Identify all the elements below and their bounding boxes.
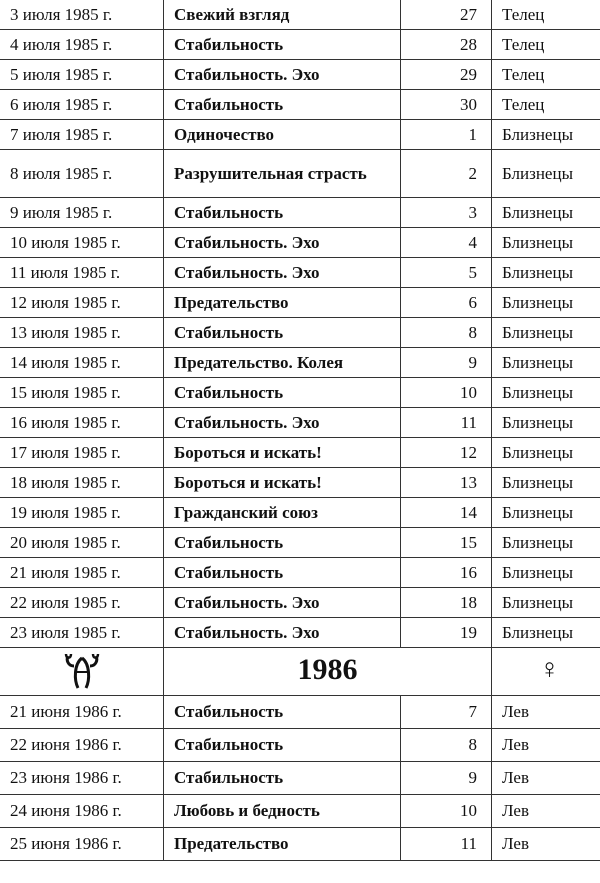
table-row (0, 558, 600, 588)
num-cell: 28 (401, 30, 492, 60)
sign-cell: Лев (492, 828, 600, 861)
sign-cell: Лев (492, 762, 600, 795)
num-cell: 18 (401, 588, 492, 618)
table-row (0, 618, 600, 648)
date-cell: 9 июля 1985 г. (0, 198, 164, 228)
sign-cell: Близнецы (492, 288, 600, 318)
table-row (0, 378, 600, 408)
title-cell: Стабильность (164, 318, 401, 348)
date-cell: 3 июля 1985 г. (0, 0, 164, 30)
num-cell: 15 (401, 528, 492, 558)
date-cell: 22 июля 1985 г. (0, 588, 164, 618)
table-row (0, 150, 600, 198)
date-cell: 14 июля 1985 г. (0, 348, 164, 378)
num-cell: 9 (401, 762, 492, 795)
sign-cell: Близнецы (492, 618, 600, 648)
table-row (0, 588, 600, 618)
num-cell: 12 (401, 438, 492, 468)
table-row (0, 438, 600, 468)
date-cell: 16 июля 1985 г. (0, 408, 164, 438)
date-cell: 13 июля 1985 г. (0, 318, 164, 348)
year-label: 1986 (297, 652, 358, 686)
sign-cell: Лев (492, 729, 600, 762)
title-cell: Свежий взгляд (164, 0, 401, 30)
num-cell: 29 (401, 60, 492, 90)
title-cell: Стабильность (164, 528, 401, 558)
title-cell: Гражданский союз (164, 498, 401, 528)
sign-cell: Телец (492, 0, 600, 30)
table-row (0, 408, 600, 438)
date-cell: 23 июля 1985 г. (0, 618, 164, 648)
sign-cell: Близнецы (492, 150, 600, 198)
num-cell: 10 (401, 795, 492, 828)
num-cell: 10 (401, 378, 492, 408)
num-cell: 1 (401, 120, 492, 150)
sign-cell: Близнецы (492, 198, 600, 228)
num-cell: 19 (401, 618, 492, 648)
date-cell: 24 июня 1986 г. (0, 795, 164, 828)
date-cell: 17 июля 1985 г. (0, 438, 164, 468)
table-row (0, 0, 600, 30)
sign-cell: Близнецы (492, 120, 600, 150)
date-cell: 12 июля 1985 г. (0, 288, 164, 318)
table-row (0, 468, 600, 498)
date-cell: 7 июля 1985 г. (0, 120, 164, 150)
date-cell: 19 июля 1985 г. (0, 498, 164, 528)
num-cell: 5 (401, 258, 492, 288)
table-row (0, 318, 600, 348)
date-cell: 23 июня 1986 г. (0, 762, 164, 795)
sign-cell: Близнецы (492, 378, 600, 408)
sign-cell: Телец (492, 90, 600, 120)
date-cell: 4 июля 1985 г. (0, 30, 164, 60)
num-cell: 11 (401, 408, 492, 438)
table-row (0, 258, 600, 288)
sign-cell: Близнецы (492, 588, 600, 618)
table-row (0, 120, 600, 150)
table-row (0, 198, 600, 228)
date-cell: 18 июля 1985 г. (0, 468, 164, 498)
year-cell (164, 648, 492, 696)
sign-cell: Лев (492, 696, 600, 729)
num-cell: 7 (401, 696, 492, 729)
table-row (0, 288, 600, 318)
title-cell: Предательство. Колея (164, 348, 401, 378)
title-cell: Стабильность (164, 90, 401, 120)
sign-cell: Близнецы (492, 558, 600, 588)
left-symbol-cell (0, 648, 164, 696)
date-cell: 25 июня 1986 г. (0, 828, 164, 861)
title-cell: Стабильность (164, 696, 401, 729)
title-cell: Стабильность. Эхо (164, 258, 401, 288)
title-cell: Предательство (164, 288, 401, 318)
sign-cell: Близнецы (492, 318, 600, 348)
title-cell: Стабильность (164, 762, 401, 795)
title-cell: Разрушительная страсть (164, 150, 401, 198)
date-cell: 8 июля 1985 г. (0, 150, 164, 198)
sign-cell: Близнецы (492, 348, 600, 378)
sign-cell: Близнецы (492, 438, 600, 468)
date-cell: 15 июля 1985 г. (0, 378, 164, 408)
num-cell: 13 (401, 468, 492, 498)
table-row (0, 348, 600, 378)
num-cell: 16 (401, 558, 492, 588)
sign-cell: Близнецы (492, 228, 600, 258)
table-row (0, 528, 600, 558)
title-cell: Стабильность. Эхо (164, 60, 401, 90)
num-cell: 8 (401, 729, 492, 762)
table-row (0, 762, 600, 795)
venus-icon: ♀ (539, 654, 560, 685)
num-cell: 3 (401, 198, 492, 228)
num-cell: 9 (401, 348, 492, 378)
table-row (0, 228, 600, 258)
table-row (0, 30, 600, 60)
totem-glyph-icon (62, 675, 102, 694)
table-row (0, 90, 600, 120)
sign-cell: Близнецы (492, 528, 600, 558)
sign-cell: Близнецы (492, 468, 600, 498)
year-row (0, 648, 600, 696)
date-cell: 6 июля 1985 г. (0, 90, 164, 120)
table-row (0, 696, 600, 729)
num-cell: 8 (401, 318, 492, 348)
title-cell: Стабильность. Эхо (164, 618, 401, 648)
num-cell: 30 (401, 90, 492, 120)
date-cell: 5 июля 1985 г. (0, 60, 164, 90)
table-row (0, 795, 600, 828)
title-cell: Стабильность (164, 198, 401, 228)
table-row (0, 498, 600, 528)
date-cell: 20 июля 1985 г. (0, 528, 164, 558)
sign-cell: Близнецы (492, 408, 600, 438)
title-cell: Бороться и искать! (164, 468, 401, 498)
title-cell: Предательство (164, 828, 401, 861)
num-cell: 14 (401, 498, 492, 528)
date-cell: 11 июля 1985 г. (0, 258, 164, 288)
table-row (0, 828, 600, 861)
sign-cell: Телец (492, 60, 600, 90)
title-cell: Стабильность. Эхо (164, 228, 401, 258)
date-cell: 22 июня 1986 г. (0, 729, 164, 762)
num-cell: 27 (401, 0, 492, 30)
date-cell: 21 июля 1985 г. (0, 558, 164, 588)
table-row (0, 729, 600, 762)
title-cell: Стабильность (164, 558, 401, 588)
year-section (0, 648, 600, 696)
title-cell: Любовь и бедность (164, 795, 401, 828)
title-cell: Стабильность. Эхо (164, 408, 401, 438)
title-cell: Бороться и искать! (164, 438, 401, 468)
sign-cell: Лев (492, 795, 600, 828)
date-cell: 10 июля 1985 г. (0, 228, 164, 258)
right-symbol-cell (492, 648, 600, 696)
title-cell: Стабильность (164, 378, 401, 408)
num-cell: 11 (401, 828, 492, 861)
sign-cell: Близнецы (492, 258, 600, 288)
title-cell: Стабильность (164, 30, 401, 60)
table-row (0, 60, 600, 90)
num-cell: 2 (401, 150, 492, 198)
rows-1986 (0, 696, 600, 861)
title-cell: Стабильность (164, 729, 401, 762)
title-cell: Одиночество (164, 120, 401, 150)
title-cell: Стабильность. Эхо (164, 588, 401, 618)
sign-cell: Близнецы (492, 498, 600, 528)
sign-cell: Телец (492, 30, 600, 60)
num-cell: 4 (401, 228, 492, 258)
num-cell: 6 (401, 288, 492, 318)
date-cell: 21 июня 1986 г. (0, 696, 164, 729)
